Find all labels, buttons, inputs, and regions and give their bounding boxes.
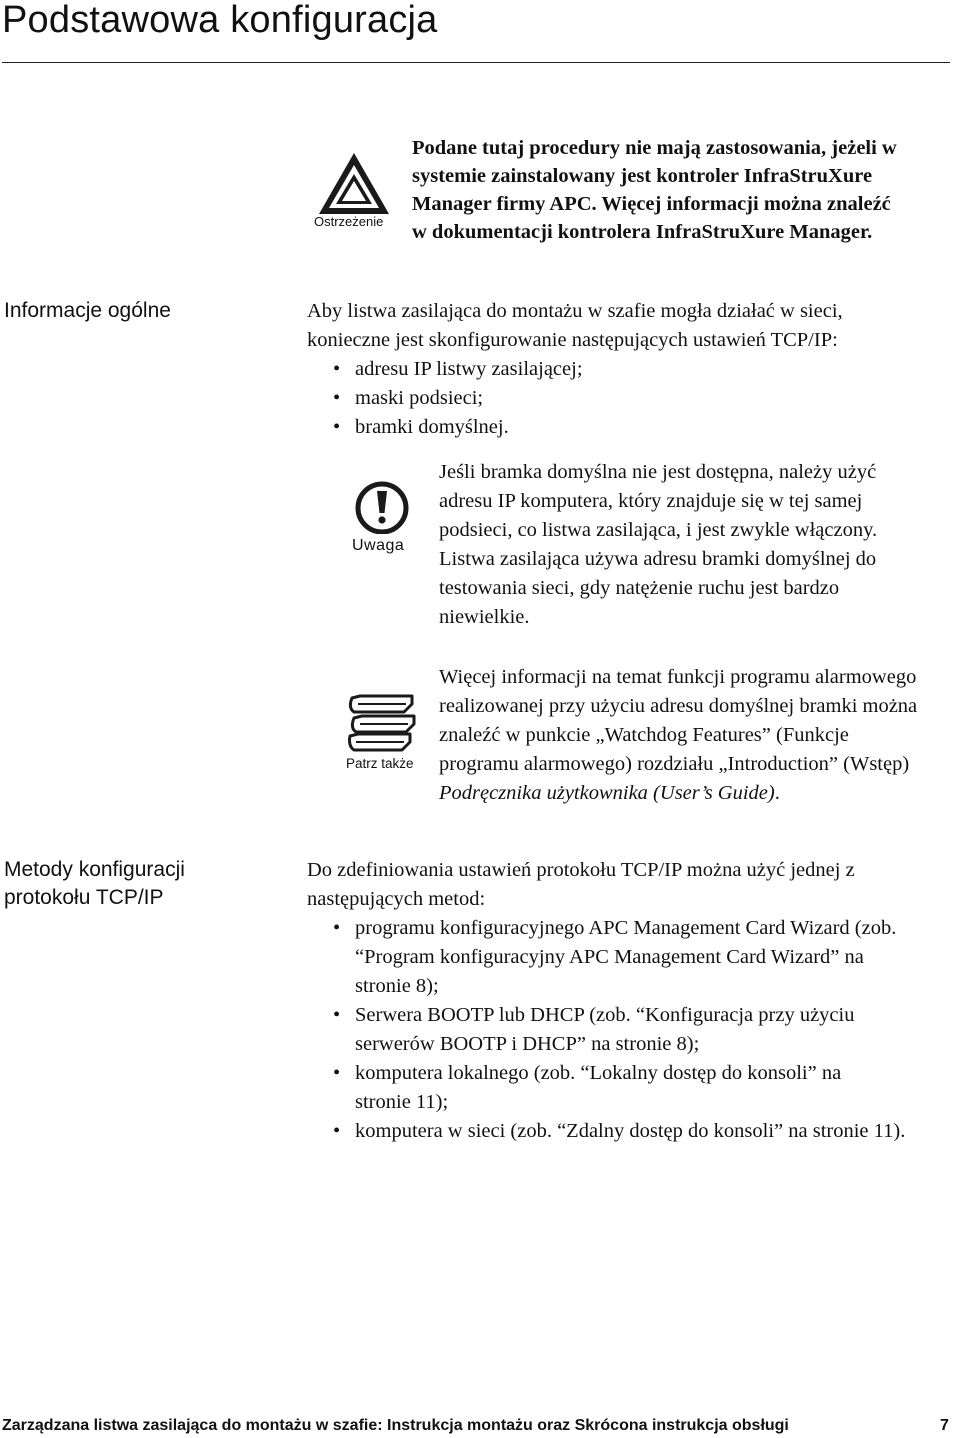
bullet: • xyxy=(333,358,341,380)
see-also-text xyxy=(439,663,959,808)
general-body xyxy=(307,297,957,442)
methods-heading-line: protokołu TCP/IP xyxy=(4,886,164,909)
methods-heading-line: Metody konfiguracji xyxy=(4,858,185,881)
list-item: • Serwera BOOTP lub DHCP (zob. “Konfiguracja przy użyciu serwerów BOOTP i DHCP” na stronie 8); xyxy=(307,1001,957,1059)
see-also-line: programu alarmowego) rozdziału „Introduction” (Wstęp) xyxy=(439,753,910,775)
list-item: • maski podsieci; xyxy=(307,384,957,413)
page-number: 7 xyxy=(940,1417,949,1434)
general-intro-line: Aby listwa zasilająca do montażu w szafie mogła działać w sieci, xyxy=(307,300,843,322)
bullet: • xyxy=(333,917,341,939)
warning-line: Podane tutaj procedury nie mają zastosowania, jeżeli w xyxy=(412,137,897,159)
warning-label: Ostrzeżenie xyxy=(314,214,384,229)
general-intro-line: konieczne jest skonfigurowanie następujących ustawień TCP/IP: xyxy=(307,329,838,351)
see-also-line: realizowanej przy użyciu adresu domyślnej bramki można xyxy=(439,695,918,717)
bullet: • xyxy=(333,1062,341,1084)
note-line: testowania sieci, gdy natężenie ruchu jest bardzo xyxy=(439,577,840,599)
list-item: • komputera w sieci (zob. “Zdalny dostęp do konsoli” na stronie 11). xyxy=(307,1117,957,1146)
note-line: Listwa zasilająca używa adresu bramki domyślnej do xyxy=(439,548,877,570)
see-also-line: Więcej informacji na temat funkcji programu alarmowego xyxy=(439,666,917,688)
methods-intro-line: następujących metod: xyxy=(307,888,486,910)
note-text xyxy=(439,458,959,632)
bullet: • xyxy=(333,1004,341,1026)
page-title: Podstawowa konfiguracja xyxy=(2,0,438,41)
bullet: • xyxy=(333,416,341,438)
bullet: • xyxy=(333,1120,341,1142)
warning-line: systemie zainstalowany jest kontroler InfraStruXure xyxy=(412,165,873,187)
warning-line: w dokumentacji kontrolera InfraStruXure Manager. xyxy=(412,221,873,243)
general-heading: Informacje ogólne xyxy=(4,299,171,322)
see-also-line: znaleźć w punkcie „Watchdog Features” (Funkcje xyxy=(439,724,849,746)
note-line: Jeśli bramka domyślna nie jest dostępna, należy użyć xyxy=(439,461,877,483)
warning-text xyxy=(412,134,952,246)
list-item: • bramki domyślnej. xyxy=(307,413,957,442)
note-line: podsieci, co listwa zasilająca, i jest zwykle włączony. xyxy=(439,519,878,541)
list-item: • adresu IP listwy zasilającej; xyxy=(307,355,957,384)
list-item: • programu konfiguracyjnego APC Management Card Wizard (zob. “Program konfiguracyjny APC Management Card Wizard” na stronie 8); xyxy=(307,914,957,1001)
books-icon xyxy=(344,690,422,756)
see-also-label: Patrz także xyxy=(346,756,414,771)
general-list xyxy=(307,355,957,442)
bullet: • xyxy=(333,387,341,409)
warning-line: Manager firmy APC. Więcej informacji można znaleźć xyxy=(412,193,891,215)
note-line: adresu IP komputera, który znajduje się w tej samej xyxy=(439,490,863,512)
guide-title: Podręcznika użytkownika (User’s Guide) xyxy=(439,782,775,804)
methods-intro-line: Do zdefiniowania ustawień protokołu TCP/IP można użyć jednej z xyxy=(307,859,855,881)
methods-heading xyxy=(4,856,185,912)
footer-text: Zarządzana listwa zasilająca do montażu w szafie: Instrukcja montażu oraz Skrócona instrukcja obsługi xyxy=(2,1417,789,1434)
note-line: niewielkie. xyxy=(439,606,530,628)
list-item: • komputera lokalnego (zob. “Lokalny dostęp do konsoli” na stronie 11); xyxy=(307,1059,957,1117)
methods-list xyxy=(307,914,957,1146)
note-label: Uwaga xyxy=(352,537,405,554)
title-rule xyxy=(2,62,950,63)
methods-body xyxy=(307,856,957,1146)
see-also-line: Podręcznika użytkownika (User’s Guide). xyxy=(439,782,780,804)
